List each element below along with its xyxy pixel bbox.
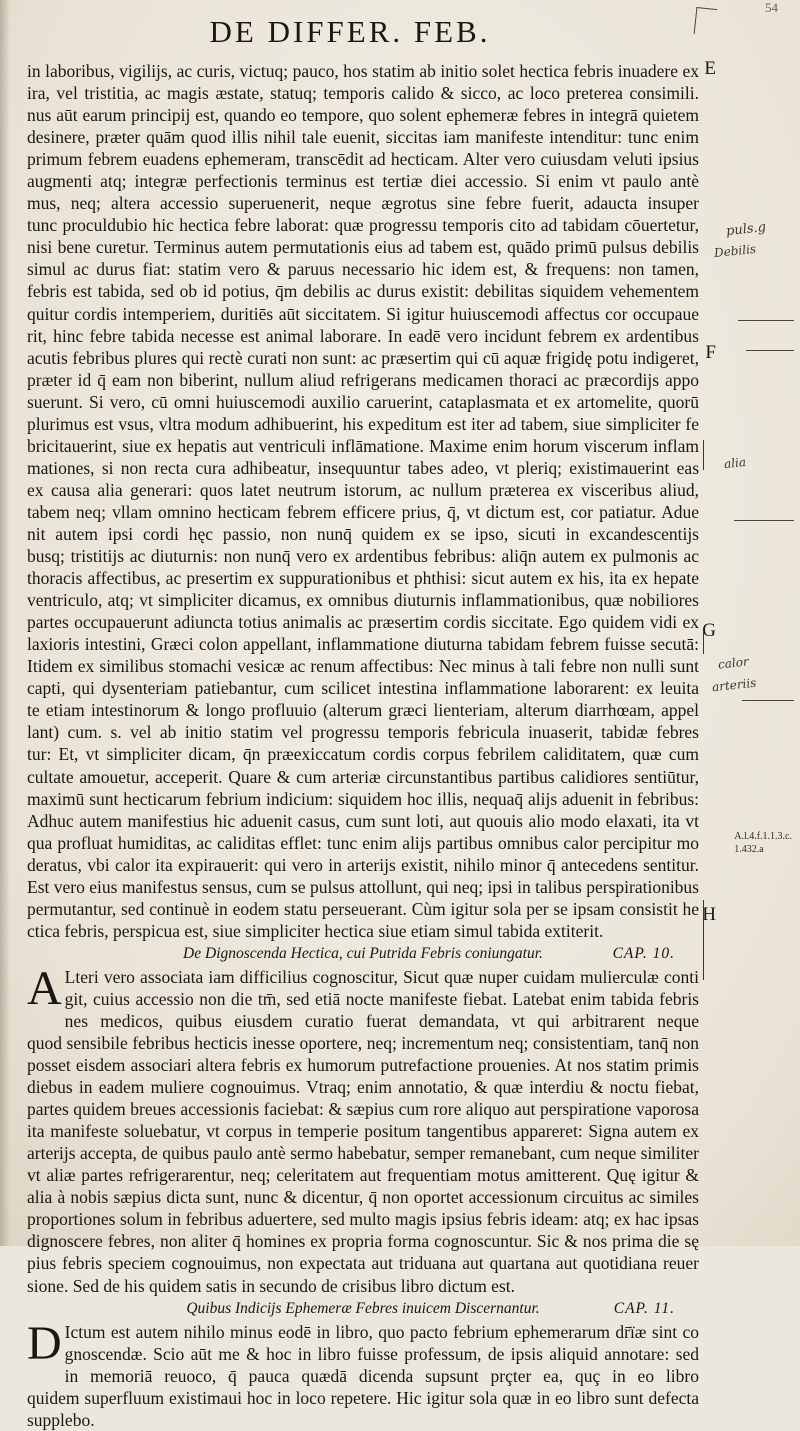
section-2-heading [27,942,699,966]
text-line: ira, vel tristitia, ac magis æstate, statuq; temporis calido & sicco, ac loco preterea consimili. [27,83,699,104]
margin-letter-f: F [705,342,716,363]
text-line: ex causa alia generari: quos latet neutrum istorum, ac nullum præterea ex visceribus aliud, [27,479,699,500]
text-line: mationes, si non recta cura adhibeatur, insequuntur tabes adeo, vt pleriq; existimauerint eas [27,457,699,478]
text-line: nus aūt earum principij est, quando eo tempore, quo solent ephemeræ febres in integrā quietem [27,105,699,126]
margin-letter-h: H [702,904,716,925]
marginal-reference-line: 1.432.a [734,844,764,855]
text-line: diebus in eadem muliere cognouimus. Vtraq; enim annotatio, & quæ interdiu & noctu fiebat, [27,1077,699,1098]
text-line: git, cuius accessio non die tm̄, sed etiā nocte manifeste fiebat. Latebat enim tabida febris [64,988,699,1009]
text-line: te etiam intestinorum & longo profluuio (alterum græci lienteriam, alterum diarrhœam, appel [27,700,699,721]
text-line: arterijs accepta, de quibus paulo antè sermo habebatur, semper remanebant, cum neque similiter [27,1143,699,1164]
text-line: deratus, vbi calor ita expirauerit: qui vero in arterijs existit, nihilo minor q̄ antecedens sentitur. [27,854,699,875]
text-line: Ictum est autem nihilo minus eodē in libro, quo pacto febrium ephemerarum dr̄ïæ sint co [64,1321,699,1342]
text-line: mus, neq; altera accessio superuenerit, neque ægrotus sine febre fuerit, adaucta insuper [27,193,699,214]
text-line: tur: Et, vt simpliciter dicam, q̄n præexiccatum cordis corpus febrilem caliditatem, quæ cum [27,744,699,765]
text-line: posset eisdem associari altera febris ex humorum putrefactione prouenies. At nos statim primis [27,1055,699,1076]
handwritten-note-puls: puls.g [725,219,767,240]
text-line: nisi bene curetur. Terminus autem permutationis eius ad tabem est, quādo primū pulsus debilis [27,237,699,258]
marginal-reference-line: A.l.4.f.1.1.3.c. [734,831,792,842]
text-line: Adhuc autem manifestius hic aduenit casus, cum sunt loti, aut quouis alio modo elaxati, ita vt [27,810,699,831]
section-2-chapter: CAP. 10. [612,944,675,962]
handwritten-note-arteriis: arteriis [711,675,758,695]
text-line: rit, hinc febre tabida necesse est animal laborare. In eadē vero incidunt febrem ex ardentibus [27,325,699,346]
text-line: ctica febris, perspicua est, siue simpliciter hectica siue etiam simul tabida extiterit. [27,920,604,941]
ink-bracket-mark [703,900,714,980]
section-3-heading [27,1297,699,1321]
text-line: nit autem ipsi cordi hęc passio, non nunq̄ quidem ex se ipso, sicuti in excandescentijs [27,523,699,544]
text-line: plurimus est vsus, vltra modum adhibuerint, his expeditum est iter ad tabem, siue simpliciter fe [27,413,699,434]
text-line: ita manifeste soluebatur, vt corpus in temperie positum tangentibus appareret: Signa autem ex [27,1121,699,1142]
text-line: dignoscere febres, non aliter q̄ homines ex propria forma cognoscuntur. Sic & nos prima die sę [27,1231,699,1252]
text-line: thoracis affectibus, ac presertim ex suppurationibus et phthisi: sicut autem ex his, ita ex hepate [27,568,699,589]
text-column [27,60,699,1431]
text-line: proportiones solum in febribus aduertere, sed multo magis ipsius febris ideam: atq; ex hac ipsas [27,1209,699,1230]
ink-bracket-mark [703,632,714,654]
handwritten-note-debilis: Debilis [713,241,757,261]
ink-bracket-mark [703,440,714,470]
text-line: permutantur, sed continuè in eodem statu perseuerant. Cùm igitur sola per se ipsam consistit he [27,898,699,919]
text-line: quitur cordis intemperiem, duritiēs aūt siccitatem. Si igitur huiuscemodi affectus cor occupaue [27,303,699,324]
margin-rule [742,700,794,701]
text-line: laxioris intestini, Græci colon appellant, inflammatione diuturna tabidam febrem fuisse secutā: [27,634,699,655]
text-line: alia à nobis sæpius dicta sunt, nunc & dicentur, q̄ non oportet accessionum circuitus ac similes [27,1187,699,1208]
text-line: bricitauerint, siue ex hepatis aut ventriculi inflāmatione. Maxime enim horum viscerum inflam [27,435,699,456]
text-line: præter id q̄ eam non biberint, nullum aliud refrigerans medicamen thoraci ac præcordijs appo [27,369,699,390]
text-line: capti, qui dysenteriam patiebantur, cum scilicet intestina inflammatione laborarent: ex leuita [27,678,699,699]
section-3-body [27,1316,699,1431]
text-line: in memoriā reuoco, q̄ pauca quædā dicenda supsunt prçter ea, quç in eo libro [64,1365,699,1386]
text-line: partes occupauerunt adiuncta totius animalis ac præsertim cordis siccitate. Ego quidem vidi ex [27,612,699,633]
text-line: febris est tabida, sed ob id potius, q̄m debilis ac durus existit: debilitas siquidem vehementem [27,281,699,302]
text-line: suerunt. Si vero, cū omni huiuscemodi auxilio caruerint, cataplasmata et ex artomelite, quorū [27,391,699,412]
text-line: cultate amouetur, acceperit. Quare & cum arteriæ circunstantibus partibus calidiores sentiūtur, [27,766,699,787]
handwritten-note-calor: calor [717,654,750,672]
text-line: augmenti atq; integræ perfectionis terminus est tertiæ diei accessio. Si enim vt paulo antè [27,171,699,192]
section-3-chapter: CAP. 11. [613,1299,675,1317]
text-line: in laboribus, vigilijs, ac curis, victuq; pauco, hos statim ab initio solet hectica febris inuadere ex [27,61,699,81]
text-line: maximū sunt hecticarum febrium indicium: siquidem hoc illis, nequaq̄ alijs aduenit in febribus: [27,788,699,809]
text-line: Lteri vero associata iam difficilius cognoscitur, Sicut quæ nuper cuidam mulierculæ conti [64,966,699,987]
margin-rule [738,320,794,321]
running-header: DE DIFFER. FEB. [209,14,491,49]
section-2-lines [27,961,699,1297]
handwritten-note-alia: alia [723,454,747,472]
text-line: tabem neq; vllam omnino hecticam febrem efficere prius, q̄, vt dictum est, cor patiatur. Adue [27,501,699,522]
text-line: pius febris speciem cognouimus, non expectata aut triduana aut quartana aut quotidiana reuer [27,1253,699,1274]
text-line: partes quidem breues accessionis faciebat: & sæpius cum rore aliquo aut perspiratione vaporosa [27,1099,699,1120]
text-line: ventriculo, atq; vt simpliciter dicamus, ex omnibus diuturnis inflammationibus, quæ nobiliores [27,590,699,611]
text-line: qua profluat humiditas, ac caliditas efflet: tunc enim alijs partibus omnibus calor percipitur mo [27,832,699,853]
margin-letter-e: E [704,58,716,79]
drop-cap-a: A [27,961,62,1015]
text-line: simul ac durus fiat: statim vero & paruus necessario hic idem est, & frequens: non tamen, [27,259,699,280]
text-line: primum febrem euadens ephemeram, transcēdit ad hecticam. Alter vero cuiusdam veluti ipsius [27,149,699,170]
drop-cap-d: D [27,1316,62,1370]
margin-rule [746,350,794,351]
text-line: busq; tristitijs ac diuturnis: non nunq̄ vero ex ardentibus febribus: aliq̄n autem ex pulmonis ac [27,546,699,567]
text-line: nes medicos, quibus eiusdem curatio fuerat demandata, vt qui arbitrarent neque [64,1010,699,1031]
text-line: gnoscendæ. Scio aūt me & hoc in libro fuisse professum, de ipsis aliquid annotare: sed [64,1343,699,1364]
text-line: Est vero eius manifestus sensus, cum se pulsus attollunt, qui neq; ipsi in talibus perspirationibus [27,876,699,897]
text-line: acutis febribus plures qui rectè curati non sunt: ac præsertim qui cū aquæ frigidę potu indigeret, [27,347,699,368]
section-2-body [27,961,699,1297]
section-2-title: De Dignoscenda Hectica, cui Putrida Febris coniungatur. [183,944,543,962]
margin-rule [734,520,794,521]
text-line: quidem superfluum existimaui hoc in loco repetere. Hic igitur sola quæ in eo libro sunt defecta [27,1387,699,1408]
folio-number: 54 [765,0,778,15]
margin-letter-g: G [702,620,716,641]
text-line: supplebo. [27,1409,95,1430]
text-line: lant) cum. s. vel ab initio statim vel progressu temporis febricula inuaserit, tabidæ febres [27,722,699,743]
marginal-reference [734,830,792,856]
text-line: sione. Sed de his quidem satis in secundo de crisibus libro dictum est. [27,1275,515,1296]
text-line: desinere, præter quām quod illis nihil tale euenit, siccitas iam manifeste intenditur: tunc enim [27,127,699,148]
text-line: Itidem ex similibus stomachi vesicæ ac renum affectibus: Nec minus à tali febre non nulli sunt [27,656,699,677]
section-3-title: Quibus Indicijs Ephemeræ Febres inuicem Discernantur. [186,1299,540,1317]
text-line: quod sensibile febribus hecticis inesse oportere, neq; incrementum neq; consistentiam, tanq̄ non [27,1033,699,1054]
section-1-body [27,60,699,942]
text-line: tunc proculdubio hic hectica febre laborat: quæ progressu temporis cito ad tabidam cōuertetur, [27,215,699,236]
text-line: vt aliæ partes refrigerarentur, neq; celeritatem aut frequentiam motus amitterent. Quę igitur & [27,1165,699,1186]
section-3-lines [27,1316,699,1431]
